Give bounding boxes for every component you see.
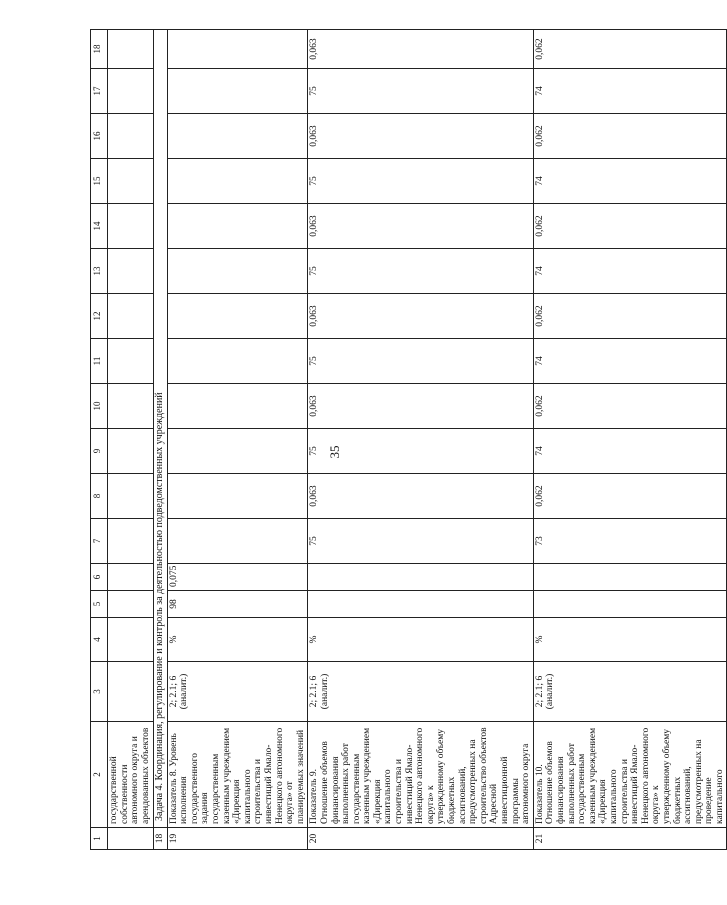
value-cell: 0,063 [308,114,533,159]
value-cell [167,429,308,474]
column-header: 14 [91,204,108,249]
value-cell [533,564,727,591]
value-cell: 98 [167,591,308,618]
column-header-row [91,30,108,850]
column-header: 7 [91,519,108,564]
source-cell: 2; 2.1; 6 (аналит.) [533,662,727,722]
table-row [533,30,727,850]
value-cell: 74 [533,249,727,294]
column-header: 16 [91,114,108,159]
value-cell: 74 [533,429,727,474]
value-cell: 75 [308,249,533,294]
indicators-table [90,29,727,850]
value-cell: 75 [308,159,533,204]
continued-row [108,30,154,850]
value-cell [167,69,308,114]
unit-cell: % [533,618,727,662]
value-cell: 0,063 [308,294,533,339]
task-title: Задача 4. Координация, регулирование и контроль за деятельностью подведомственных учреждений [154,30,168,828]
indicator-name: Показатель 10. Отношение объемов финансирования выполненных работ государственным казенным учреждением «Дирекция капитального строительства и инвестиций Ямало-Ненецкого автономного округа» к утвержденному объему бюджетных ассигнований, предусмотренных на проведение капитального [533,722,727,828]
column-header: 9 [91,429,108,474]
unit-cell: % [167,618,308,662]
value-cell [167,474,308,519]
column-header: 18 [91,30,108,69]
value-cell: 73 [533,519,727,564]
value-cell [308,564,533,591]
value-cell: 74 [533,339,727,384]
value-cell: 0,062 [533,474,727,519]
source-cell: 2; 2.1; 6 (аналит.) [167,662,308,722]
value-cell [167,114,308,159]
value-cell: 75 [308,69,533,114]
column-header: 15 [91,159,108,204]
column-header: 6 [91,564,108,591]
value-cell: 0,063 [308,204,533,249]
source-cell: 2; 2.1; 6 (аналит.) [308,662,533,722]
row-number: 20 [308,828,533,850]
value-cell: 75 [308,339,533,384]
value-cell: 0,063 [308,30,533,69]
value-cell [167,159,308,204]
value-cell [167,384,308,429]
value-cell [308,591,533,618]
task-row [154,30,168,850]
value-cell: 0,063 [308,384,533,429]
rotated-table-container [90,30,725,850]
page-number: 35 [327,445,342,459]
value-cell: 74 [533,69,727,114]
value-cell [167,294,308,339]
column-header: 1 [91,828,108,850]
row-number: 19 [167,828,308,850]
column-header: 8 [91,474,108,519]
value-cell: 0,063 [308,474,533,519]
column-header: 13 [91,249,108,294]
unit-cell: % [308,618,533,662]
value-cell: 75 [308,519,533,564]
value-cell: 0,062 [533,294,727,339]
value-cell: 0,062 [533,204,727,249]
column-header: 4 [91,618,108,662]
continued-text: государственной собственности автономного округа и арендованных объектов [108,722,154,828]
value-cell [167,204,308,249]
value-cell: 75 [308,429,533,474]
table-row [308,30,533,850]
column-header: 11 [91,339,108,384]
value-cell [533,591,727,618]
column-header: 5 [91,591,108,618]
indicator-name: Показатель 8. Уровень исполнения государственного задания государственным казенным учреждением «Дирекция капитального строительства и инвестиций Ямало-Ненецкого автономного округа» от планируемых значений [167,722,308,828]
column-header: 10 [91,384,108,429]
value-cell: 0,062 [533,114,727,159]
value-cell [167,339,308,384]
column-header: 12 [91,294,108,339]
value-cell [167,249,308,294]
table-row [167,30,308,850]
value-cell: 0,075 [167,564,308,591]
value-cell [167,30,308,69]
value-cell: 0,062 [533,384,727,429]
column-header: 2 [91,722,108,828]
value-cell: 74 [533,159,727,204]
row-number: 18 [154,828,168,850]
indicator-name: Показатель 9. Отношение объемов финансирования выполненных работ государственным казенным учреждением «Дирекция капитального строительства и инвестиций Ямало-Ненецкого автономного округа» к утвержденному объему бюджетных ассигнований, предусмотренных на строительство объектов Адресной инвестиционной программы автономного округа [308,722,533,828]
column-header: 3 [91,662,108,722]
value-cell [167,519,308,564]
column-header: 17 [91,69,108,114]
row-number: 21 [533,828,727,850]
value-cell: 0,062 [533,30,727,69]
